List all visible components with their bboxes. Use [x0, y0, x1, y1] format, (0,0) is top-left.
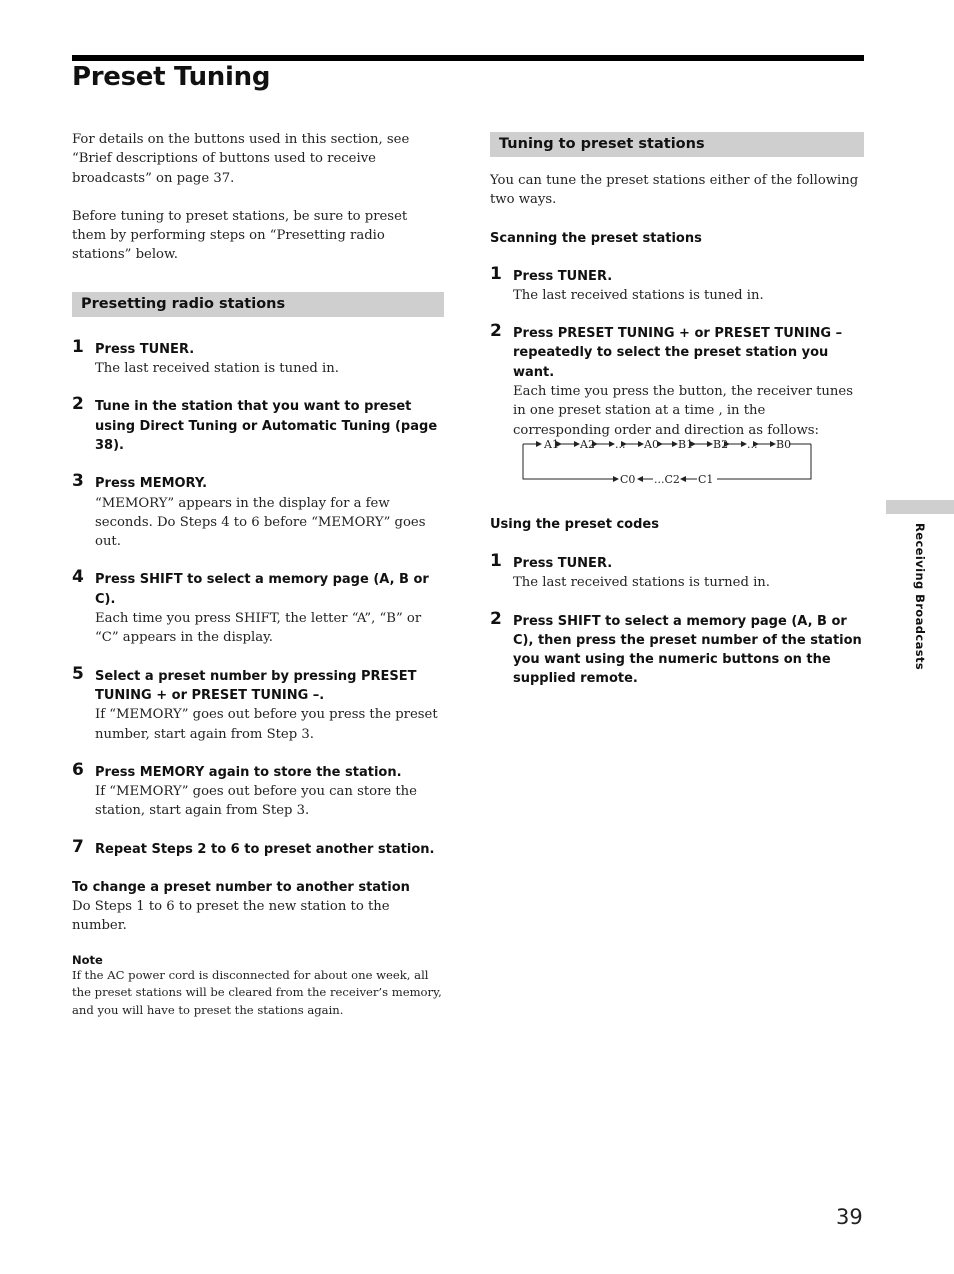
step-number: 1: [490, 263, 502, 284]
step-number: 2: [72, 394, 84, 415]
diagram-top-label: B2: [713, 438, 729, 451]
preset-step-4: [72, 567, 444, 647]
step-title: Repeat Steps 2 to 6 to preset another station.: [95, 841, 435, 857]
step-title: Tune in the station that you want to preset using Direct Tuning or Automatic Tuning (page 38).: [95, 399, 438, 453]
preset-order-diagram: [520, 432, 816, 486]
step-number: 1: [490, 551, 502, 571]
diagram-top-label: ...: [615, 438, 626, 451]
step-number: 5: [72, 663, 84, 684]
step-body: The last received station is tuned in.: [95, 361, 339, 377]
step-title: Press TUNER.: [513, 556, 613, 571]
step-number: 4: [72, 567, 84, 588]
header-rule: [72, 55, 864, 61]
loop-line-right: [720, 444, 811, 479]
step-body: Each time you press the button, the receiver tunes in one preset station at a time , in the corresponding order and direction as follows:: [513, 384, 853, 438]
diagram-top-label: A2: [580, 438, 595, 451]
step-number: 6: [72, 759, 84, 780]
step-body: The last received stations is turned in.: [513, 575, 770, 591]
step-body: The last received stations is tuned in.: [513, 287, 764, 303]
left-column: [72, 130, 444, 1020]
note-body: If the AC power cord is disconnected for about one week, all the preset stations will be cleared from the receiver’s memory, and you will have to preset the stations again.: [72, 967, 442, 1018]
diagram-top-label: A0: [644, 438, 659, 451]
step-title: Select a preset number by pressing PRESET TUNING + or PRESET TUNING –.: [95, 668, 417, 703]
preset-step-6: [72, 759, 444, 821]
codes-step-1: [490, 551, 864, 593]
diagram-bottom-label: ...C2: [654, 473, 680, 486]
diagram-bottom-label: C0: [620, 473, 636, 486]
diagram-top-label: B1: [678, 438, 694, 451]
codes-step-2: [490, 608, 864, 689]
step-body: “MEMORY” appears in the display for a few seconds. Do Steps 4 to 6 before “MEMORY” goes out.: [95, 495, 426, 550]
change-preset-heading: To change a preset number to another station: [72, 880, 410, 896]
page-number: 39: [836, 1205, 863, 1229]
diagram-top-label: A1: [544, 438, 559, 451]
section-heading-tuning: Tuning to preset stations: [490, 132, 864, 157]
preset-step-5: [72, 663, 444, 744]
step-number: 2: [490, 608, 502, 629]
step-number: 3: [72, 471, 84, 492]
diagram-bottom-label: C1: [698, 473, 714, 486]
intro-paragraph-2: Before tuning to preset stations, be sure to preset them by performing steps on “Presetting radio stations” below.: [72, 208, 408, 263]
step-body: Each time you press SHIFT, the letter “A”, “B” or “C” appears in the display.: [95, 611, 422, 646]
step-title: Press TUNER.: [513, 268, 613, 284]
sidebar-tab: [886, 500, 954, 514]
step-title: Press MEMORY again to store the station.: [95, 764, 402, 780]
scan-step-2: [490, 321, 864, 440]
tuning-intro: You can tune the preset stations either of the following two ways.: [490, 173, 859, 208]
step-body: If “MEMORY” goes out before you press the preset number, start again from Step 3.: [95, 707, 438, 742]
step-number: 1: [72, 336, 84, 357]
step-number: 7: [72, 836, 84, 857]
scanning-heading: Scanning the preset stations: [490, 230, 702, 246]
preset-step-2: [72, 394, 444, 455]
diagram-top-label: ...: [747, 438, 758, 451]
note-label: Note: [72, 952, 103, 967]
intro-paragraph-1: For details on the buttons used in this section, see “Brief descriptions of buttons used to receive broadcasts” on page 37.: [72, 132, 410, 186]
diagram-top-label: B0: [776, 438, 792, 451]
step-title: Press SHIFT to select a memory page (A, B or C), then press the preset number of the station you want using the numeric buttons on the supplied remote.: [513, 613, 862, 687]
preset-codes-heading: Using the preset codes: [490, 517, 659, 532]
step-title: Press PRESET TUNING + or PRESET TUNING – repeatedly to select the preset station you want.: [513, 326, 843, 380]
change-preset-body: Do Steps 1 to 6 to preset the new station to the number.: [72, 899, 390, 934]
step-title: Press TUNER.: [95, 341, 195, 357]
scan-step-1: [490, 263, 864, 306]
section-heading-presetting: Presetting radio stations: [72, 292, 444, 317]
step-number: 2: [490, 321, 502, 342]
step-title: Press MEMORY.: [95, 476, 208, 492]
step-body: If “MEMORY” goes out before you can store the station, start again from Step 3.: [95, 784, 417, 819]
preset-step-7: [72, 836, 444, 859]
preset-step-3: [72, 471, 444, 551]
page-title: Preset Tuning: [72, 62, 271, 92]
diagram-bottom-row: [620, 473, 713, 486]
sidebar-section-label: Receiving Broadcasts: [913, 523, 927, 671]
preset-step-1: [72, 336, 444, 379]
step-title: Press SHIFT to select a memory page (A, B or C).: [95, 572, 429, 607]
